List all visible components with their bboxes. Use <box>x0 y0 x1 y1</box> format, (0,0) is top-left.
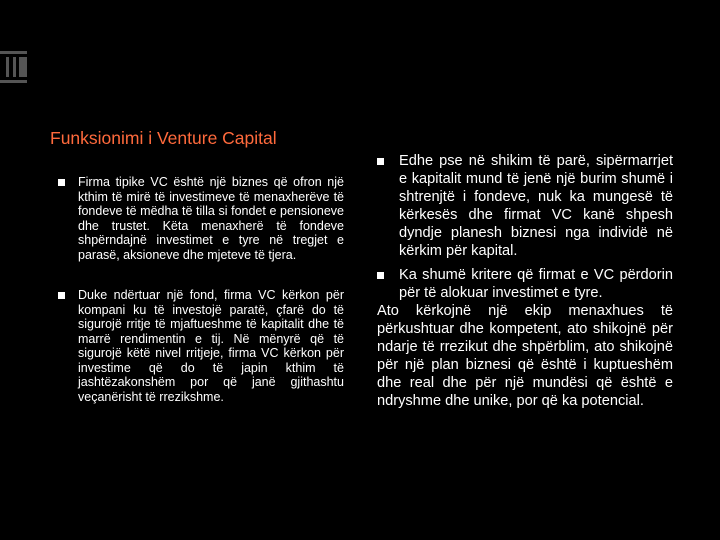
list-item <box>377 152 673 260</box>
body-paragraph: Ato kërkojnë një ekip menaxhues të përkushtuar dhe kompetent, ato shikojnë për ndarje të rrezikut dhe shpërblim, ato shikojnë për një plan biznesi që është i kuptueshëm dhe real dhe për një mundësi që është e ndryshme dhe unike, por që ka potencial. <box>377 303 673 409</box>
bullet-text: Firma tipike VC është një biznes që ofron një kthim të mirë të investimeve të menaxherëve të fondeve të mëdha të tilla si fondet e pensioneve dhe trustet. Këta menaxherë të fondeve shpërndajnë investimet e tyre në tregjet e parasë, aksioneve dhe mjeteve të tjera. <box>78 175 344 262</box>
slide-title: Funksionimi i Venture Capital <box>50 128 277 148</box>
list-item <box>377 266 673 302</box>
list-item <box>58 288 344 404</box>
right-column <box>377 152 673 410</box>
bullet-text: Duke ndërtuar një fond, firma VC kërkon për kompani ku të investojë paratë, çfarë do të sigurojë rritje të mjaftueshme të kapitalit dhe të marrë rendimentin e tij. Në mënyrë që të sigurojë këtë nivel rritjeje, firma VC kërkon për investime që do të japin kthim të jashtëzakonshëm por që janë gjithashtu veçanërisht të rrezikshme. <box>78 288 344 404</box>
square-bullet-icon <box>377 158 384 165</box>
bullet-text: Edhe pse në shikim të parë, sipërmarrjet e kapitalit mund të jenë një burim shumë i shtrenjtë i fondeve, nuk ka mungesë të kërkesës dhe firmat VC kanë shpesh dyndje planesh biznesi nga individë në kërkim për kapital. <box>399 153 673 259</box>
square-bullet-icon <box>58 292 65 299</box>
left-column <box>58 175 344 426</box>
list-item <box>58 175 344 262</box>
bullet-text: Ka shumë kritere që firmat e VC përdorin për të alokuar investimet e tyre. <box>399 267 673 301</box>
corner-decoration <box>0 51 27 83</box>
square-bullet-icon <box>377 272 384 279</box>
square-bullet-icon <box>58 179 65 186</box>
